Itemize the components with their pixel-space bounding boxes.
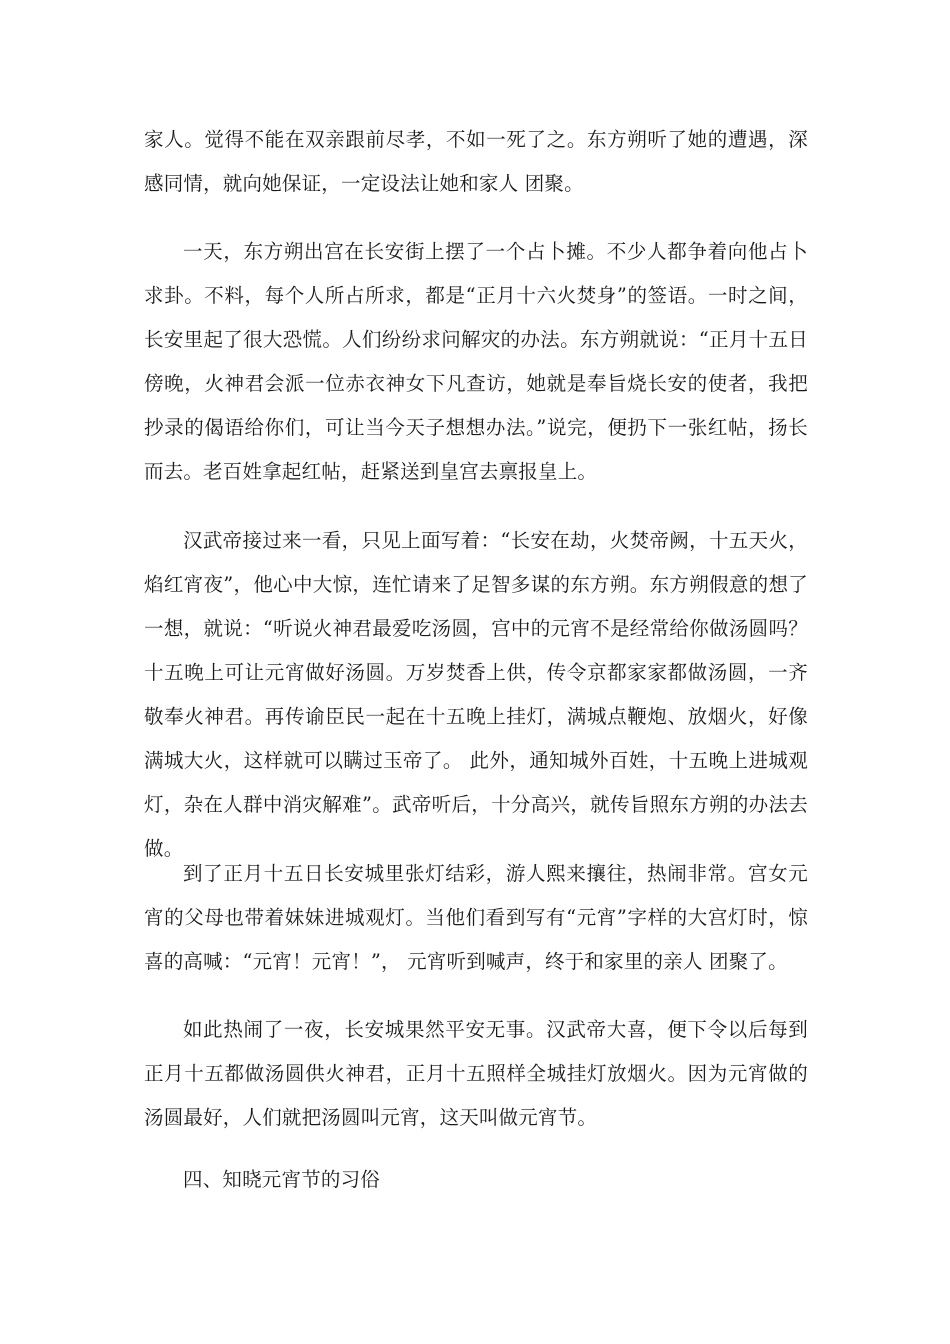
paragraph-emperor-plan: 汉武帝接过来一看，只见上面写着：“长安在劫，火焚帝阙，十五天火，焰红宵夜”，他心中大惊，连忙请来了足智多谋的东方朔。东方朔假意的想了一想，就说：“听说火神君最爱吃汤圆，宫中的元宵不是经常给你做汤圆吗？十五晚上可让元宵做好汤圆。万岁焚香上供，传令京都家家都做汤圆，一齐敬奉火神君。再传谕臣民一起在十五晚上挂灯，满城点鞭炮、放烟火，好像满城大火，这样就可以瞒过玉帝了。 此外，通知城外百姓，十五晚上进城观灯，杂在人群中消灾解难”。武帝听后，十分高兴，就传旨照东方朔的办法去做。 [144,529,808,860]
paragraph-festival-origin: 如此热闹了一夜，长安城果然平安无事。汉武帝大喜，便下令以后每到正月十五都做汤圆供火神君，正月十五照样全城挂灯放烟火。因为元宵做的汤圆最好，人们就把汤圆叫元宵，这天叫做元宵节。 [144,1018,808,1129]
paragraph-continuation: 家人。觉得不能在双亲跟前尽孝，不如一死了之。东方朔听了她的遭遇，深感同情，就向她保证，一定设法让她和家人 团聚。 [144,128,808,195]
section-heading-customs: 四、知晓元宵节的习俗 [183,1168,381,1191]
paragraph-fortune-stall: 一天，东方朔出宫在长安街上摆了一个占卜摊。不少人都争着向他占卜求卦。不料，每个人所占所求，都是“正月十六火焚身”的签语。一时之间，长安里起了很大恐慌。人们纷纷求问解灾的办法。东方朔就说：“正月十五日傍晚，火神君会派一位赤衣神女下凡查访，她就是奉旨烧长安的使者，我把抄录的偈语给你们，可让当今天子想想办法。”说完，便扔下一张红帖，扬长而去。老百姓拿起红帖，赶紧送到皇宫去禀报皇上。 [144,240,808,483]
paragraph-lantern-night: 到了正月十五日长安城里张灯结彩，游人熙来攘往，热闹非常。宫女元宵的父母也带着妹妹进城观灯。当他们看到写有“元宵”字样的大宫灯时，惊喜的高喊：“元宵！元宵！”， 元宵听到喊声，终于和家里的亲人 团聚了。 [144,862,808,973]
